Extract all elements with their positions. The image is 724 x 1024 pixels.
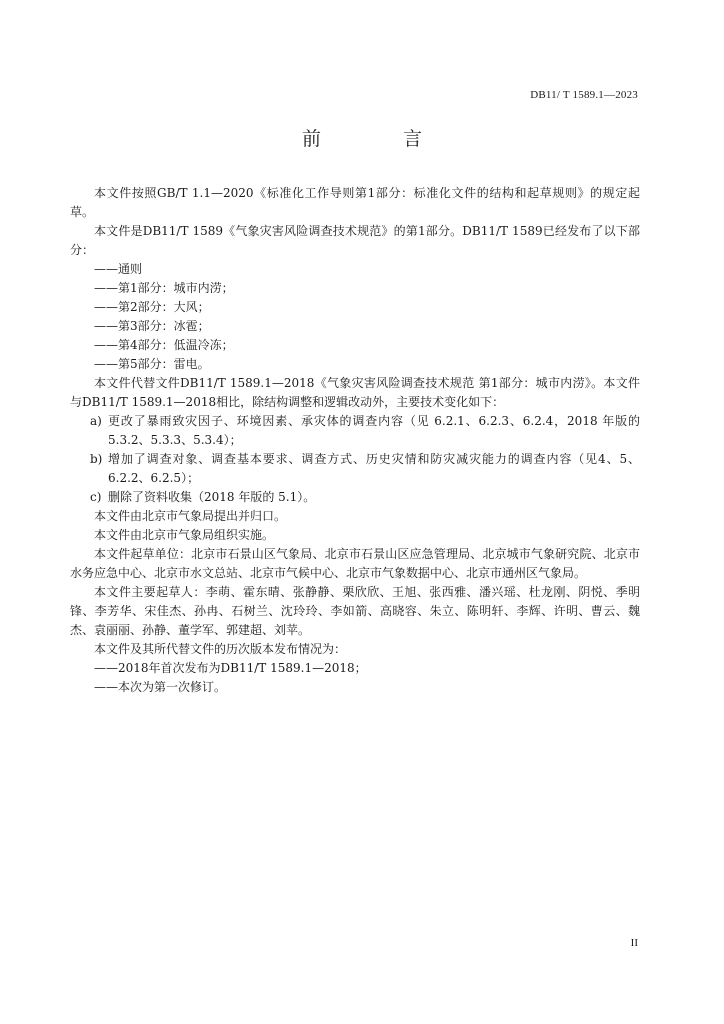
list-item-history: ——2018年首次发布为DB11/T 1589.1—2018； [94,661,367,675]
list-item-part: ——第1部分：城市内涝； [94,281,234,295]
list-marker: b) [90,452,103,466]
list-item-part: ——第3部分：冰雹； [94,319,210,333]
list-item-part: ——第5部分：雷电。 [94,357,210,371]
paragraph-drafting-units: 本文件起草单位：北京市石景山区气象局、北京市石景山区应急管理局、北京城市气象研究院、北京市水务应急中心、北京市水文总站、北京市气候中心、北京市气象数据中心、北京市通州区气象局。 [70,547,640,580]
page-title: 前 言 [301,128,461,150]
document-body [70,184,640,697]
list-marker: a) [90,414,102,428]
page-number: II [630,937,638,949]
list-item-change [70,450,640,488]
list-item-change [70,488,640,507]
paragraph-proposed-by: 本文件由北京市气象局提出并归口。 [94,509,287,523]
change-text: 更改了暴雨致灾因子、环境因素、承灾体的调查内容（见 6.2.1、6.2.3、6.2.4，2018 年版的 5.3.2、5.3.3、5.3.4）； [108,414,640,447]
list-item-history: ——本次为第一次修订。 [94,680,227,694]
list-item-change [70,412,640,450]
paragraph-drafting-rule: 本文件按照GB/T 1.1—2020《标准化工作导则第1部分：标准化文件的结构和起草规则》的规定起草。 [70,186,640,219]
list-item-part: ——第2部分：大风； [94,300,210,314]
standard-code: DB11/ T 1589.1—2023 [530,89,638,101]
paragraph-organized-by: 本文件由北京市气象局组织实施。 [94,528,275,542]
change-text: 删除了资料收集（2018 年版的 5.1）。 [108,490,316,504]
paragraph-history-intro: 本文件及其所代替文件的历次版本发布情况为： [94,642,347,656]
change-text: 增加了调查对象、调查基本要求、调查方式、历史灾情和防灾减灾能力的调查内容（见4、5、6.2.2、6.2.5）； [108,452,640,485]
paragraph-drafters: 本文件主要起草人：李萌、霍东晴、张静静、栗欣欣、王旭、张西雅、潘兴瑶、杜龙刚、阴悦、季明锋、李芳华、宋佳杰、孙冉、石树兰、沈玲玲、李如箭、高晓容、朱立、陈明轩、李辉、许明、曹云、魏杰、袁丽丽、孙静、董学军、郭建超、刘苹。 [70,585,640,637]
list-item-part: ——第4部分：低温冷冻； [94,338,234,352]
paragraph-replacement: 本文件代替文件DB11/T 1589.1—2018《气象灾害风险调查技术规范 第1部分：城市内涝》。本文件与DB11/T 1589.1—2018相比，除结构调整和逻辑改动外，主要技术变化如下： [70,376,640,409]
paragraph-part-of-series: 本文件是DB11/T 1589《气象灾害风险调查技术规范》的第1部分。DB11/T 1589已经发布了以下部分： [70,224,640,257]
list-item-part: ——通则 [94,262,143,276]
list-marker: c) [90,490,102,504]
